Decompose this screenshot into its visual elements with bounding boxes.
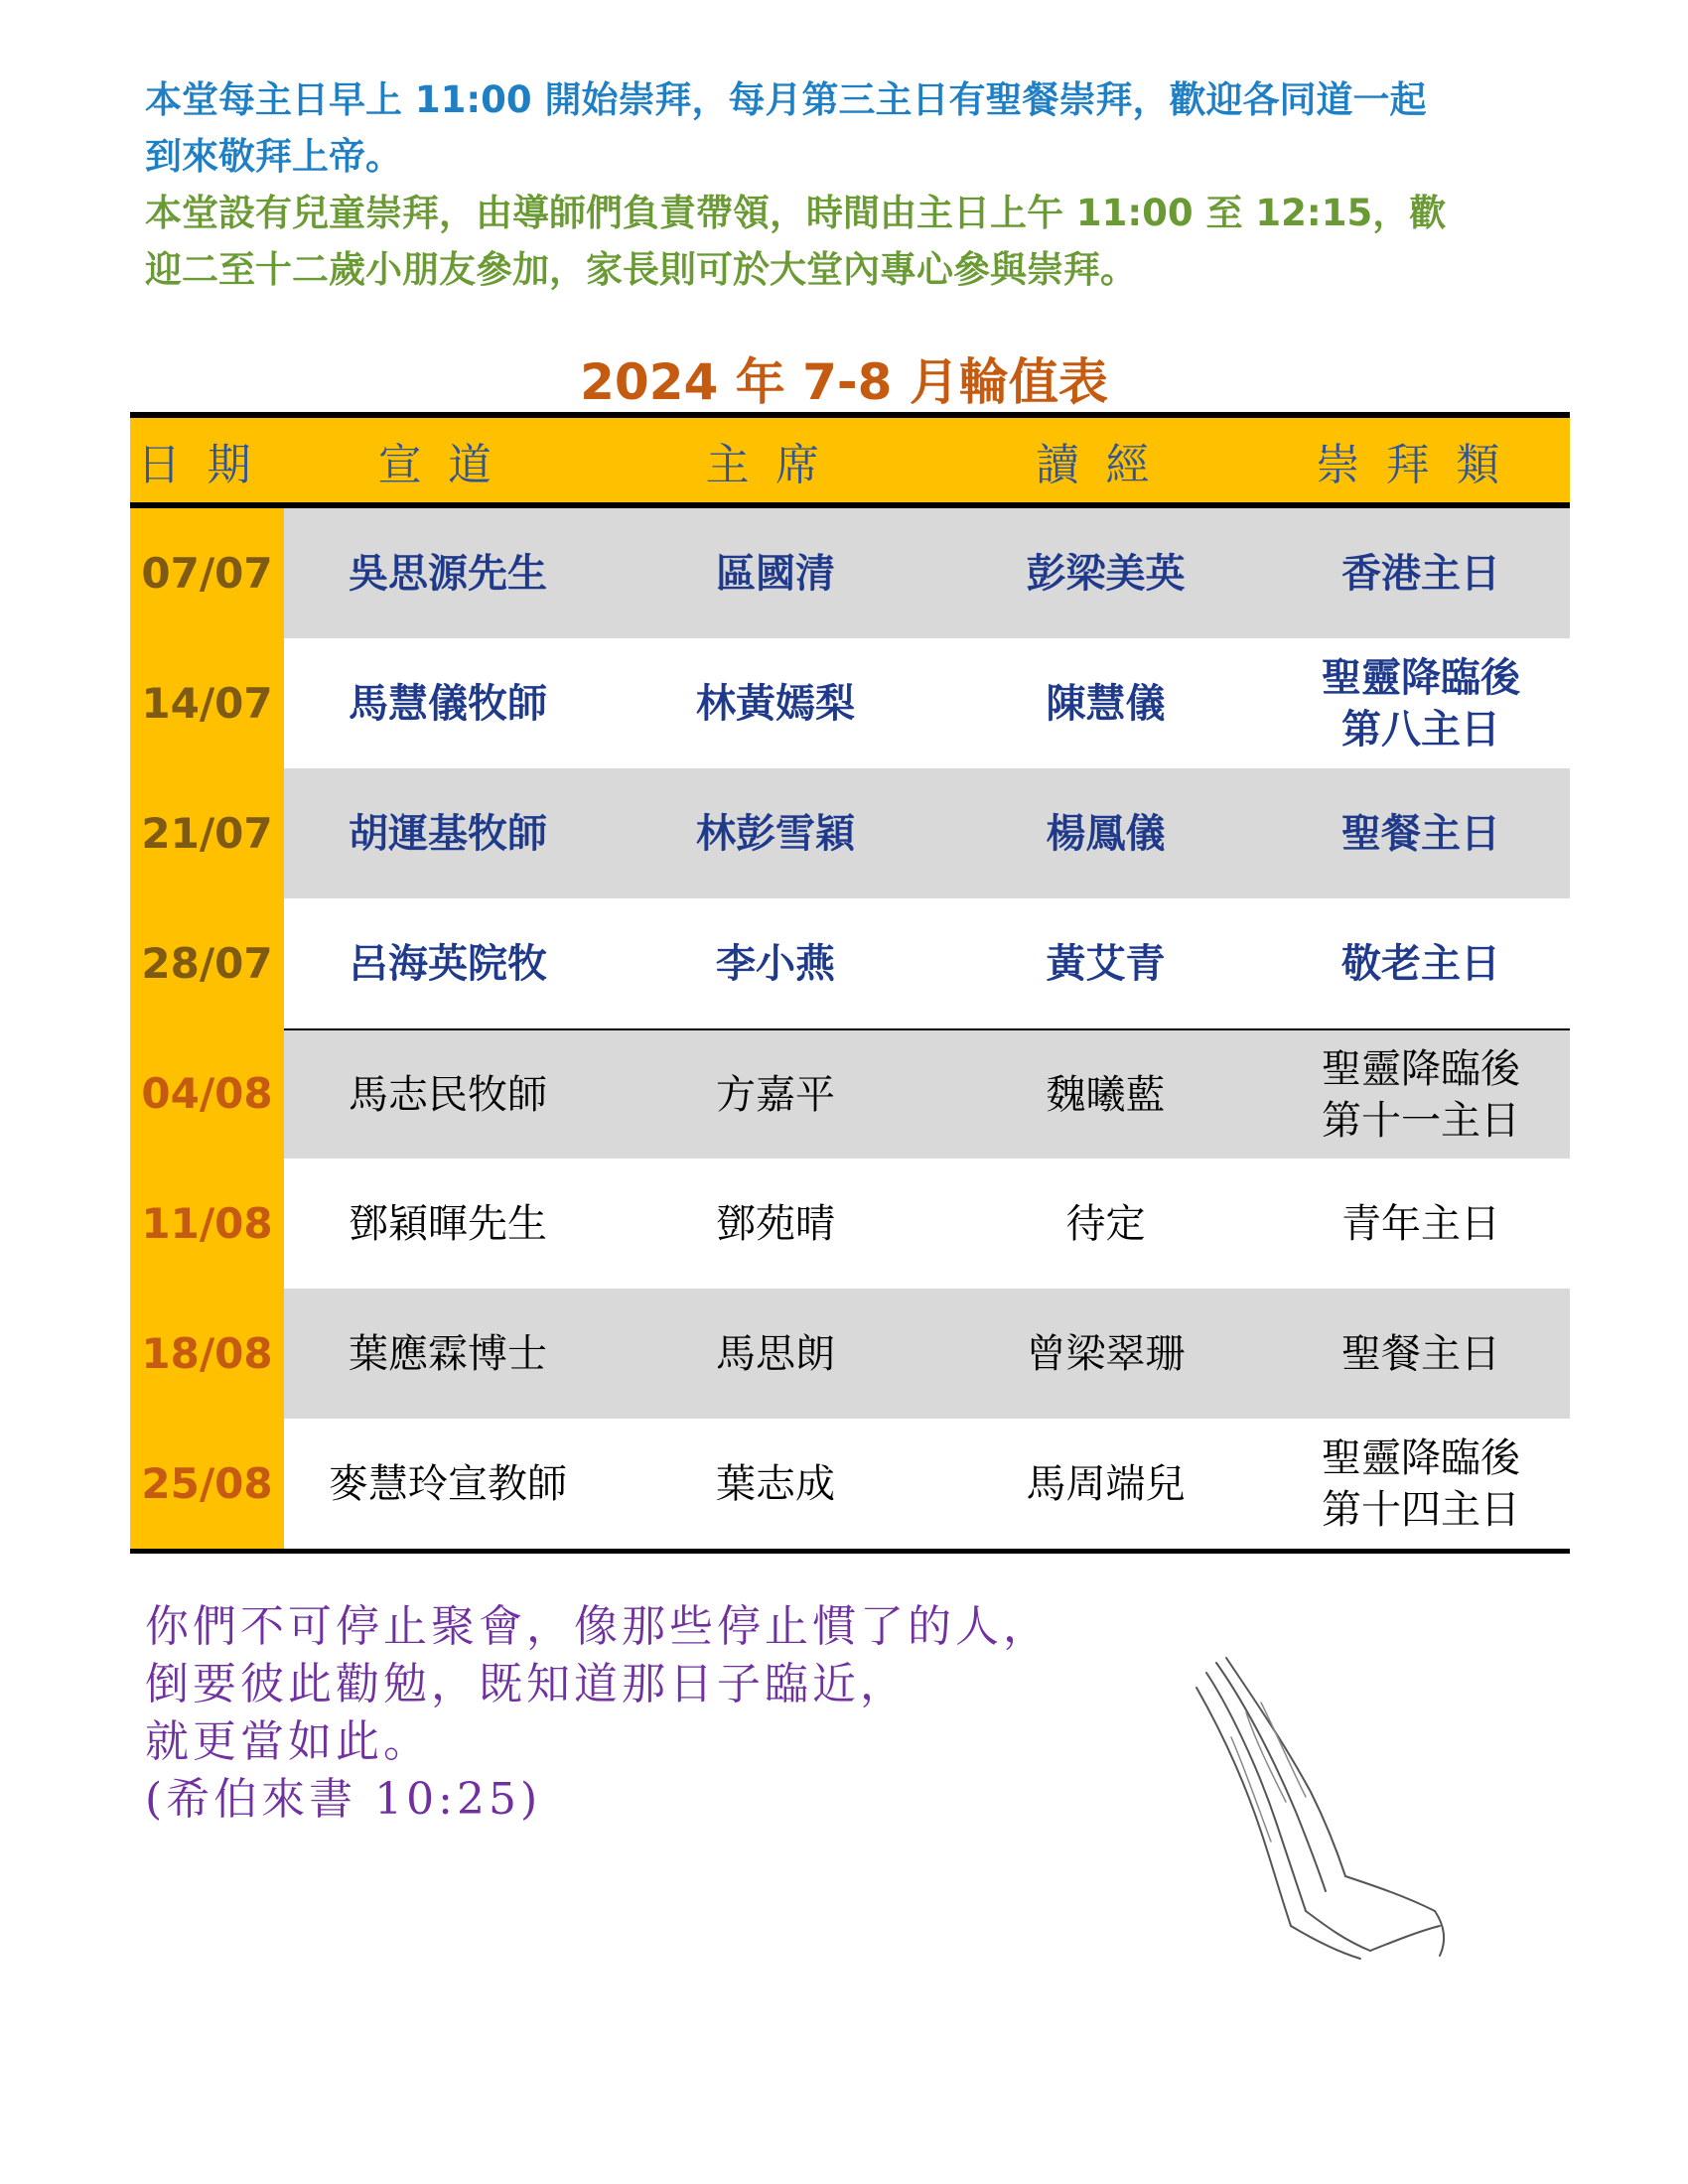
date-cell: 25/08 [130, 1419, 284, 1549]
table-row [130, 1159, 1570, 1289]
table-row [130, 508, 1570, 638]
reader-cell: 待定 [1065, 1200, 1146, 1247]
service-type-cell: 聖餐主日 [1272, 768, 1570, 898]
intro-line: 本堂每主日早上 11:00 開始崇拜，每月第三主日有聖餐崇拜，歡迎各同道一起 [145, 78, 1427, 121]
intro-line: 本堂設有兒童崇拜，由導師們負責帶領，時間由主日上午 11:00 至 12:15，歡 [145, 192, 1447, 234]
service-type-cell: 聖靈降臨後 第十四主日 [1322, 1434, 1520, 1533]
table-header [130, 412, 1570, 508]
chair-cell: 林彭雪穎 [612, 768, 939, 898]
verse-line: 就更當如此。 [145, 1716, 431, 1767]
service-type-cell: 聖靈降臨後 第八主日 [1322, 654, 1520, 752]
table-row [130, 768, 1570, 898]
duty-roster-table [130, 412, 1570, 1554]
reader-cell: 楊鳳儀 [939, 768, 1272, 898]
reader-cell: 黃艾青 [1046, 940, 1166, 987]
service-type-cell: 敬老主日 [1341, 940, 1500, 987]
chair-cell: 馬思朗 [612, 1289, 939, 1419]
table-row [130, 638, 1570, 768]
header-reader: 讀經 [1036, 439, 1176, 490]
chair-cell: 區國清 [612, 508, 939, 638]
reader-cell: 馬周端兒 [1026, 1460, 1186, 1507]
service-type-cell: 聖餐主日 [1272, 1289, 1570, 1419]
preacher-cell: 馬慧儀牧師 [349, 680, 547, 727]
praying-hands-icon [1187, 1643, 1465, 1961]
header-chair: 主席 [705, 439, 846, 490]
date-cell: 11/08 [130, 1159, 284, 1289]
table-bottom-rule [130, 1549, 1570, 1554]
header-service-type: 崇拜類 [1316, 439, 1526, 490]
reader-cell: 陳慧儀 [1046, 680, 1166, 727]
date-cell: 21/07 [130, 768, 284, 898]
service-type-cell: 青年主日 [1341, 1200, 1500, 1247]
preacher-cell: 麥慧玲宣教師 [329, 1460, 567, 1507]
verse-line: 倒要彼此勸勉，既知道那日子臨近， [145, 1659, 908, 1709]
date-cell: 04/08 [130, 1028, 284, 1159]
chair-cell: 李小燕 [716, 940, 835, 987]
date-cell: 18/08 [130, 1289, 284, 1419]
chair-cell: 鄧苑晴 [716, 1200, 835, 1247]
verse-line: 你們不可停止聚會，像那些停止慣了的人， [145, 1601, 1051, 1652]
preacher-cell: 胡運基牧師 [284, 768, 612, 898]
scripture-verse [145, 1598, 1138, 1829]
intro-line: 迎二至十二歲小朋友參加，家長則可於大堂內專心參與崇拜。 [145, 248, 1137, 291]
table-row [130, 898, 1570, 1028]
service-type-cell: 香港主日 [1272, 508, 1570, 638]
preacher-cell: 馬志民牧師 [284, 1028, 612, 1159]
preacher-cell: 呂海英院牧 [349, 940, 547, 987]
reader-cell: 魏曦藍 [939, 1028, 1272, 1159]
date-cell: 14/07 [130, 638, 284, 768]
header-date: 日期 [137, 439, 277, 490]
date-cell: 28/07 [130, 898, 284, 1028]
preacher-cell: 葉應霖博士 [284, 1289, 612, 1419]
preacher-cell: 吳思源先生 [284, 508, 612, 638]
date-cell: 07/07 [130, 508, 284, 638]
chair-cell: 葉志成 [716, 1460, 835, 1507]
header-preacher: 宣道 [377, 439, 518, 490]
reader-cell: 彭梁美英 [939, 508, 1272, 638]
table-row [130, 1028, 1570, 1159]
intro-notice [145, 71, 1555, 298]
chair-cell: 方嘉平 [612, 1028, 939, 1159]
verse-reference: (希伯來書 10:25) [145, 1774, 542, 1825]
service-type-cell: 聖靈降臨後 第十一主日 [1272, 1028, 1570, 1159]
chair-cell: 林黃嫣梨 [696, 680, 855, 727]
roster-title: 2024 年 7-8 月輪值表 [580, 353, 1108, 411]
table-row [130, 1419, 1570, 1549]
preacher-cell: 鄧穎暉先生 [349, 1200, 547, 1247]
reader-cell: 曾梁翠珊 [939, 1289, 1272, 1419]
table-row [130, 1289, 1570, 1419]
intro-line: 到來敬拜上帝。 [145, 135, 402, 178]
